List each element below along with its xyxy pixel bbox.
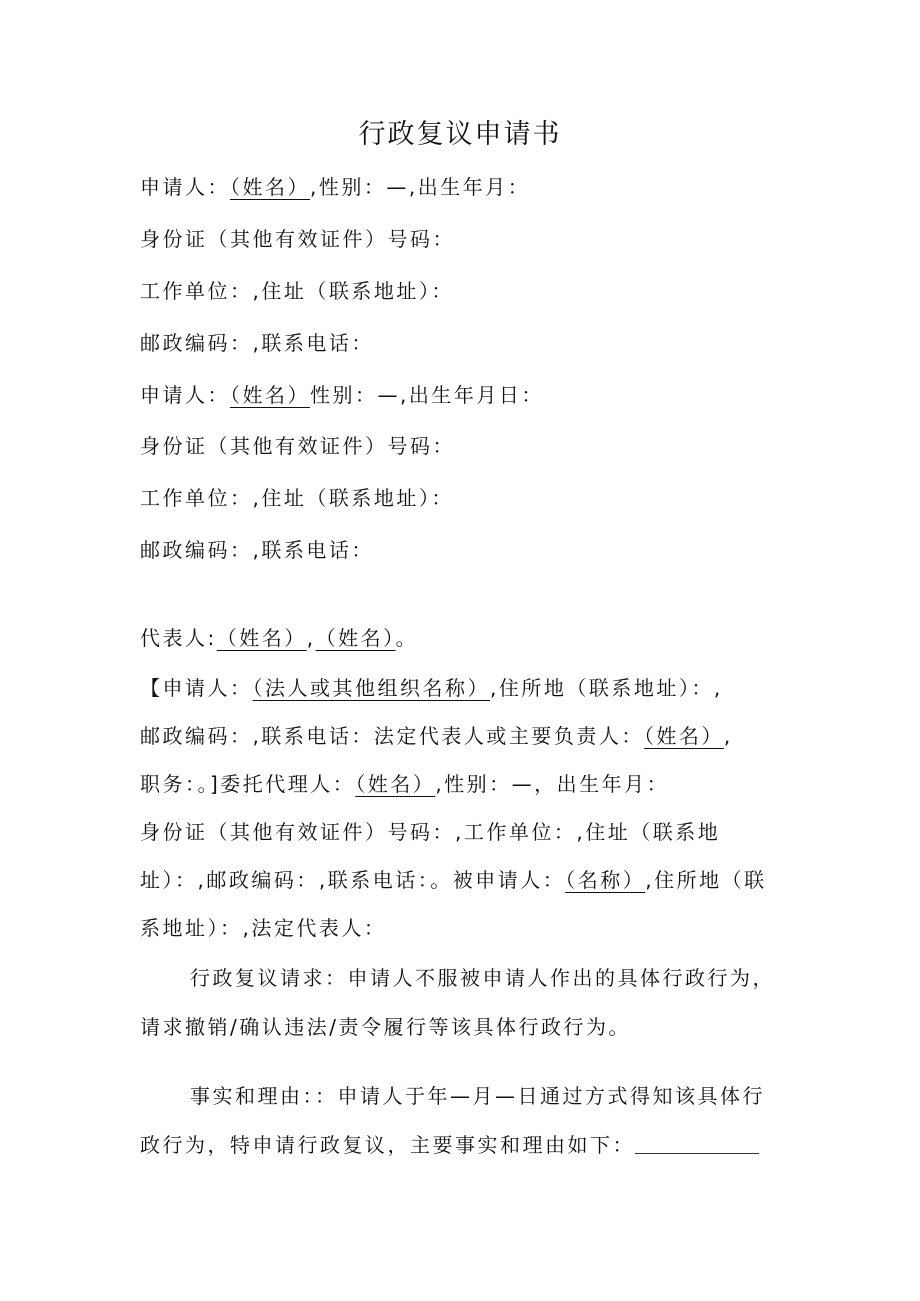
text: 政行为，特申请行政复议，主要事实和理由如下： xyxy=(140,1133,635,1157)
text: ,住所地（联 xyxy=(645,868,767,892)
name-field: （姓名） xyxy=(315,626,396,650)
applicant-2-line xyxy=(140,380,790,410)
request-line xyxy=(190,963,790,993)
text: 请求撤销/确认违法/责令履行等该具体行政行为。 xyxy=(140,1015,631,1039)
text: 邮政编码：,联系电话： xyxy=(140,538,374,562)
organization-line xyxy=(140,673,790,703)
text: 申请人： xyxy=(140,383,230,407)
legal-rep-line xyxy=(140,721,790,751)
text: 申请人： xyxy=(140,175,230,199)
text: 邮政编码：,联系电话：法定代表人或主要负责人： xyxy=(140,724,644,748)
text: ,性别：—，出生年月： xyxy=(435,772,670,796)
text: 系地址）：,法定代表人： xyxy=(140,916,387,940)
agent-id-line xyxy=(140,817,790,847)
name-field: （姓名） xyxy=(216,626,307,650)
text: 事实和理由：：申请人于年—月—日通过方式得知该具体行 xyxy=(190,1084,765,1108)
text: , xyxy=(306,626,316,650)
name-field: （姓名） xyxy=(230,175,310,199)
text: ,住所地（联系地址）：, xyxy=(490,676,723,700)
text: 行政复议请求：申请人不服被申请人作出的具体行政行为， xyxy=(190,966,775,990)
text: 性别：—,出生年月日： xyxy=(310,383,544,407)
agent-line xyxy=(140,769,790,799)
fill-in-blank xyxy=(635,1135,759,1154)
name-field: （姓名） xyxy=(355,772,436,796)
applicant-1-line xyxy=(140,172,790,202)
organization-name-field: （法人或其他组织名称） xyxy=(252,676,490,700)
id-line xyxy=(140,431,790,461)
text: 邮政编码：,联系电话： xyxy=(140,331,374,355)
text: ,性别：—,出生年月： xyxy=(310,175,531,199)
request-line-2 xyxy=(140,1012,790,1042)
text: 身份证（其他有效证件）号码： xyxy=(140,434,455,458)
text: 代表人: xyxy=(140,626,217,650)
text: 身份证（其他有效证件）号码： xyxy=(140,227,455,251)
text: 【申请人： xyxy=(140,676,253,700)
work-address-line xyxy=(140,276,790,306)
text: 身份证（其他有效证件）号码：,工作单位：,住址（联系地 xyxy=(140,820,721,844)
text: 职务：。]委托代理人： xyxy=(140,772,356,796)
postal-phone-line xyxy=(140,535,790,565)
respondent-name-field: （名称） xyxy=(565,868,646,892)
text: 。 xyxy=(395,626,419,650)
respondent-line xyxy=(140,865,790,895)
representative-line xyxy=(140,623,790,653)
text: , xyxy=(723,724,733,748)
respondent-rep-line xyxy=(140,913,790,943)
text: 工作单位：,住址（联系地址）： xyxy=(140,486,454,510)
facts-line xyxy=(190,1081,790,1111)
postal-phone-line xyxy=(140,328,790,358)
name-field: （姓名） xyxy=(230,383,310,407)
text: 址）：,邮政编码：,联系电话：。被申请人： xyxy=(140,868,566,892)
page-title: 行政复议申请书 xyxy=(358,119,562,150)
id-line xyxy=(140,224,790,254)
facts-line-2 xyxy=(140,1130,790,1160)
text: 工作单位：,住址（联系地址）： xyxy=(140,279,454,303)
name-field: （姓名） xyxy=(643,724,724,748)
work-address-line xyxy=(140,483,790,513)
